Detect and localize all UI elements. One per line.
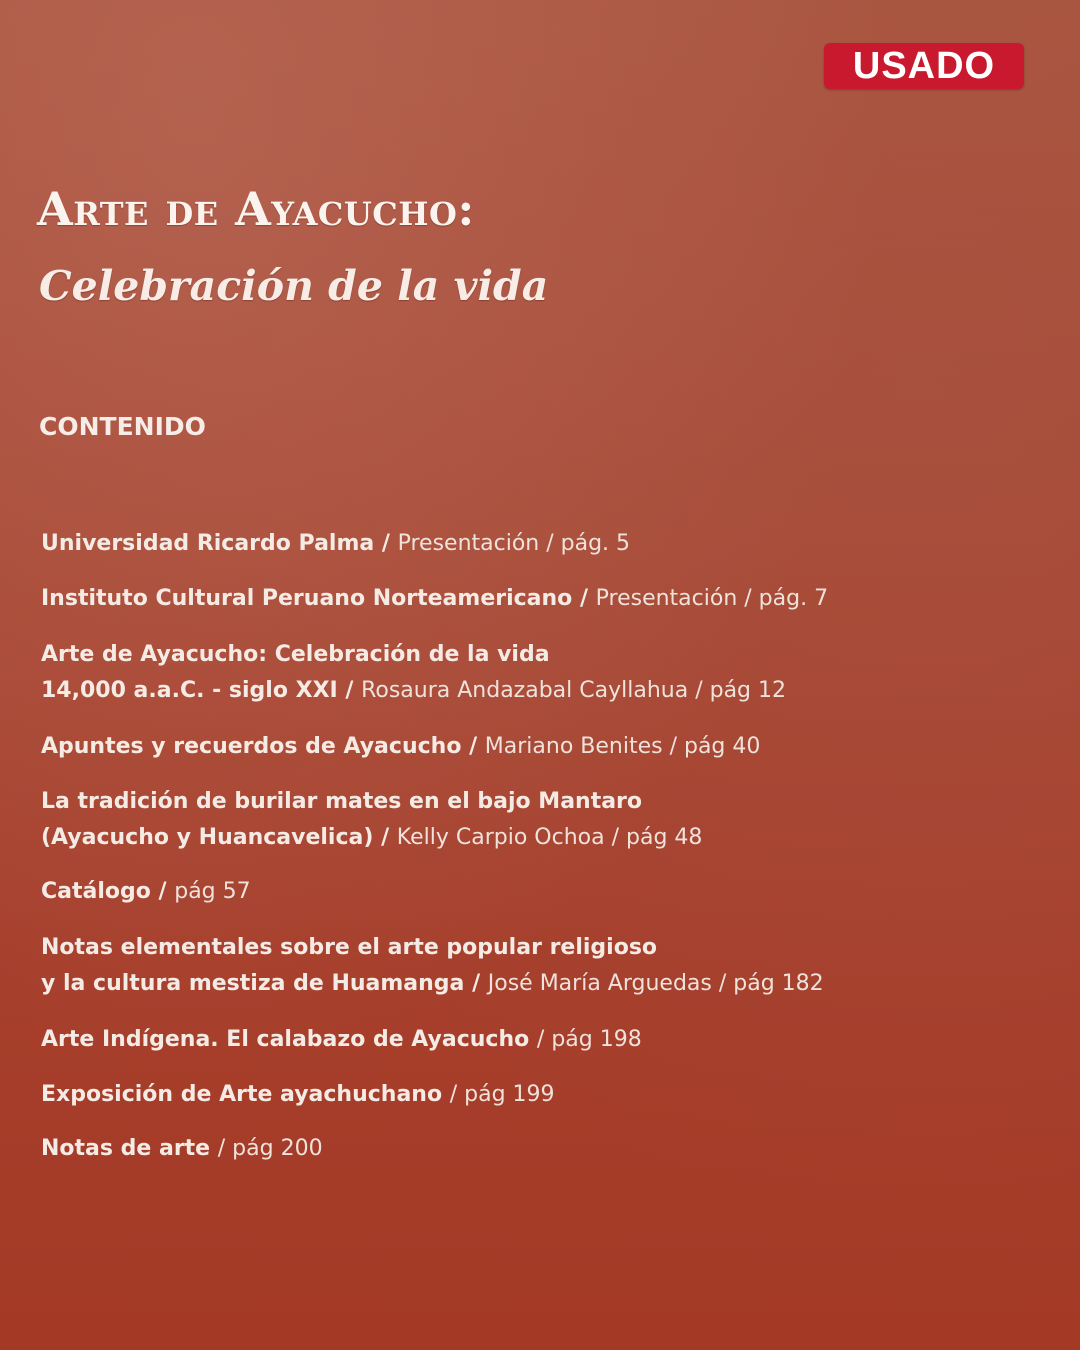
toc-entry-title: y la cultura mestiza de Huamanga / <box>41 971 488 996</box>
toc-entry <box>41 526 630 562</box>
toc-entry-detail: / pág 199 <box>449 1082 555 1107</box>
toc-entry-detail: / pág 200 <box>217 1136 323 1161</box>
book-subtitle: Celebración de la vida <box>39 262 549 310</box>
toc-entry-line <box>41 820 702 856</box>
toc-entry-line <box>41 637 786 673</box>
toc-entry-title: La tradición de burilar mates en el bajo Mantaro <box>41 789 643 814</box>
toc-entry <box>41 1077 555 1113</box>
toc-entry <box>41 874 251 910</box>
toc-entry-detail: Presentación / pág. 7 <box>595 586 829 611</box>
toc-entry-title: Instituto Cultural Peruano Norteamericano / <box>41 586 596 611</box>
toc-entry <box>41 1022 642 1058</box>
toc-entry-title: Arte de Ayacucho: Celebración de la vida <box>41 642 550 667</box>
used-badge: USADO <box>824 43 1024 89</box>
toc-entry-line <box>41 673 786 709</box>
toc-entry-title: Arte Indígena. El calabazo de Ayacucho <box>41 1027 537 1052</box>
toc-entry-detail: Mariano Benites / pág 40 <box>484 734 761 759</box>
toc-entry-detail: pág 57 <box>174 879 251 904</box>
toc-entry-line <box>41 526 630 562</box>
toc-entry-line <box>41 874 251 910</box>
toc-entry-detail: / pág 198 <box>536 1027 642 1052</box>
toc-entry-line <box>41 1022 642 1058</box>
toc-entry <box>41 637 786 709</box>
toc-entry-title: Notas de arte <box>41 1136 218 1161</box>
toc-entry-title: 14,000 a.a.C. - siglo XXI / <box>41 678 362 703</box>
toc-entry-detail: José María Arguedas / pág 182 <box>487 971 824 996</box>
toc-entry-title: Notas elementales sobre el arte popular religioso <box>41 935 658 960</box>
toc-entry <box>41 581 828 617</box>
toc-entry-title: Universidad Ricardo Palma / <box>41 531 398 556</box>
toc-entry-title: Exposición de Arte ayachuchano <box>41 1082 450 1107</box>
toc-entry-line <box>41 966 824 1002</box>
toc-entry-detail: Rosaura Andazabal Cayllahua / pág 12 <box>361 678 786 703</box>
toc-entry-line <box>41 1077 555 1113</box>
toc-entry-line <box>41 784 702 820</box>
toc-entry-line <box>41 1131 323 1167</box>
book-title: Arte de Ayacucho: <box>37 182 475 236</box>
toc-entry-line <box>41 930 824 966</box>
toc-entry-line <box>41 581 828 617</box>
toc-entry <box>41 1131 323 1167</box>
toc-entry-title: Apuntes y recuerdos de Ayacucho / <box>41 734 485 759</box>
toc-entry <box>41 729 760 765</box>
toc-entry-title: Catálogo / <box>41 879 175 904</box>
toc-entry <box>41 930 824 1002</box>
toc-entry-line <box>41 729 760 765</box>
toc-entry <box>41 784 702 856</box>
toc-entry-detail: Presentación / pág. 5 <box>397 531 631 556</box>
contents-heading: CONTENIDO <box>39 412 206 441</box>
toc-entry-title: (Ayacucho y Huancavelica) / <box>41 825 397 850</box>
toc-entry-detail: Kelly Carpio Ochoa / pág 48 <box>396 825 703 850</box>
